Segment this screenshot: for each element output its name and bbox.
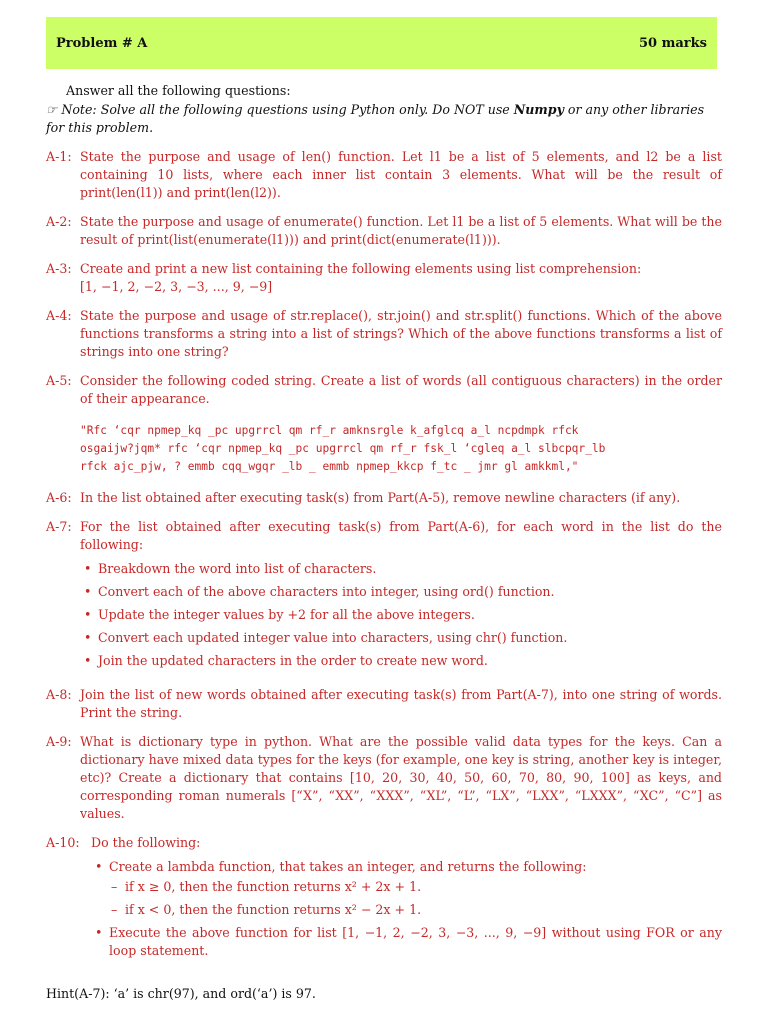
question-number: A-8: bbox=[46, 687, 72, 702]
intro-text: Answer all the following questions: bbox=[66, 83, 291, 98]
question-number: A-9: bbox=[46, 734, 72, 749]
list-item: • Update the integer values by +2 for all the above integers. bbox=[80, 606, 722, 624]
bullet-text: Create a lambda function, that takes an integer, and returns the following: bbox=[109, 859, 587, 874]
question-formula: [1, −1, 2, −2, 3, −3, ..., 9, −9] bbox=[80, 279, 273, 294]
question-a10 bbox=[46, 834, 722, 965]
steps-list bbox=[80, 560, 722, 670]
question-text: State the purpose and usage of str.replace(), str.join() and str.split() functions. Which of the above functions transforms a string into a list of strings? Which of the above functions transforms a list of strings into one string? bbox=[80, 308, 722, 359]
code-line: osgaijw?jqm* rfc ‘cqr npmep_kq _pc upgrrcl qm rf_r fsk_l ‘cgleq a_l slbcpqr_lb bbox=[80, 442, 606, 455]
question-a3 bbox=[46, 260, 722, 296]
question-number: A-6: bbox=[46, 490, 72, 505]
note-numpy: Numpy bbox=[513, 102, 564, 117]
question-number: A-2: bbox=[46, 214, 72, 229]
question-a2 bbox=[46, 213, 722, 249]
question-number: A-7: bbox=[46, 519, 72, 534]
question-number: A-10: bbox=[46, 835, 80, 850]
list-item bbox=[91, 858, 722, 919]
code-line: "Rfc ‘cqr npmep_kq _pc upgrrcl qm rf_r amknsrgle k_afglcq a_l ncpdmpk rfck bbox=[80, 424, 579, 437]
question-text: State the purpose and usage of enumerate() function. Let l1 be a list of 5 elements. What will be the result of print(list(enumerate(l1))) and print(dict(enumerate(l1))). bbox=[80, 214, 722, 247]
sub-list bbox=[109, 878, 722, 919]
list-item: – if x ≥ 0, then the function returns x² + 2x + 1. bbox=[109, 878, 722, 896]
question-a7 bbox=[46, 518, 722, 675]
note-label: Note: bbox=[61, 102, 97, 117]
question-a8 bbox=[46, 686, 722, 722]
question-number: A-1: bbox=[46, 149, 72, 164]
question-text: Join the list of new words obtained after executing task(s) from Part(A-7), into one string of words. Print the string. bbox=[80, 687, 722, 720]
question-text: What is dictionary type in python. What are the possible valid data types for the keys. Can a dictionary have mixed data types for the keys (for example, one key is string, another key is integer, etc)? Create a dictionary that contains [10, 20, 30, 40, 50, 60, 70, 80, 90, 100] as keys, and corresponding roman numerals [“X”, “XX”, “XXX”, “XL”, “L”, “LX”, “LXX”, “LXXX”, “XC”, “C”] as values. bbox=[80, 734, 722, 821]
question-list bbox=[46, 148, 722, 976]
question-text: For the list obtained after executing task(s) from Part(A-6), for each word in the list do the following: bbox=[80, 519, 722, 552]
question-number: A-3: bbox=[46, 261, 72, 276]
question-text: State the purpose and usage of len() function. Let l1 be a list of 5 elements, and l2 be a list containing 10 lists, where each inner list contain 3 elements. What will be the result of print(len(l1)) and print(len(l2)). bbox=[80, 149, 722, 200]
steps-list bbox=[91, 858, 722, 960]
note-text-b: or any other libraries for this problem. bbox=[46, 102, 705, 135]
question-text: Create and print a new list containing the following elements using list comprehension: bbox=[80, 261, 642, 276]
coded-string bbox=[80, 422, 722, 476]
pointing-hand-icon: ☞ bbox=[46, 102, 58, 117]
list-item: • Convert each of the above characters into integer, using ord() function. bbox=[80, 583, 722, 601]
question-text: In the list obtained after executing task(s) from Part(A-5), remove newline characters (if any). bbox=[80, 490, 681, 505]
note-text-a: Solve all the following questions using Python only. Do NOT use bbox=[100, 102, 510, 117]
problem-title: Problem # A bbox=[56, 35, 148, 51]
question-a5 bbox=[46, 372, 722, 478]
list-item: • Breakdown the word into list of characters. bbox=[80, 560, 722, 578]
list-item: – if x < 0, then the function returns x² − 2x + 1. bbox=[109, 901, 722, 919]
question-number: A-4: bbox=[46, 308, 72, 323]
hint-text: Hint(A-7): ‘a’ is chr(97), and ord(‘a’) is 97. bbox=[46, 986, 316, 1001]
question-a9 bbox=[46, 733, 722, 823]
problem-header bbox=[46, 17, 717, 69]
question-text: Do the following: bbox=[91, 835, 201, 850]
list-item: • Execute the above function for list [1, −1, 2, −2, 3, −3, ..., 9, −9] without using FOR or any loop statement. bbox=[91, 924, 722, 960]
note bbox=[46, 101, 722, 137]
question-text: Consider the following coded string. Create a list of words (all contiguous characters) in the order of their appearance. bbox=[80, 373, 722, 406]
question-a6 bbox=[46, 489, 722, 507]
list-item: • Convert each updated integer value into characters, using chr() function. bbox=[80, 629, 722, 647]
problem-marks: 50 marks bbox=[639, 35, 707, 51]
code-line: rfck ajc_pjw, ? emmb cqq_wgqr _lb _ emmb npmep_kkcp f_tc _ jmr gl amkkml," bbox=[80, 460, 579, 473]
question-number: A-5: bbox=[46, 373, 72, 388]
list-item: • Join the updated characters in the order to create new word. bbox=[80, 652, 722, 670]
question-a4 bbox=[46, 307, 722, 361]
question-a1 bbox=[46, 148, 722, 202]
